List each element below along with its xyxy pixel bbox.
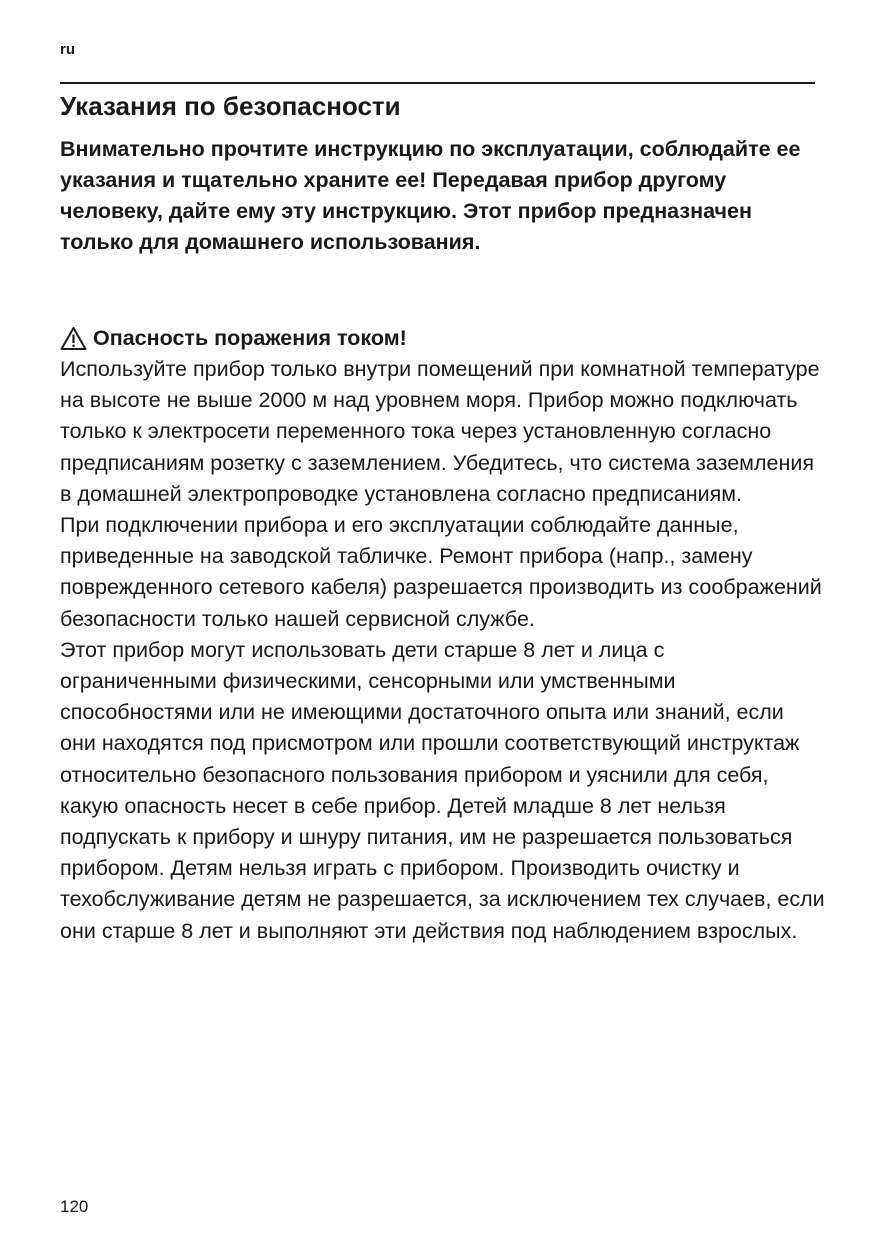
warning-triangle-icon xyxy=(60,326,87,351)
header-divider xyxy=(60,82,815,84)
warning-body xyxy=(60,354,825,947)
paragraph-rating-plate-repair: При подключении прибора и его эксплуатации соблюдайте данные, приведенные на заводской табличке. Ремонт прибора (напр., замену поврежденного сетевого кабеля) разрешается производить из соображений безопасности только нашей сервисной службе. xyxy=(60,513,822,631)
intro-paragraph: Внимательно прочтите инструкцию по эксплуатации, соблюдайте ее указания и тщательно храните ее! Передавая прибор другому человеку, дайте ему эту инструкцию. Этот прибор предназначен только для домашнего использования. xyxy=(60,137,801,254)
paragraph-children-usage: Этот прибор могут использовать дети старше 8 лет и лица с ограниченными физическими, сенсорными или умственными способностями или не имеющими достаточного опыта или знаний, если они находятся под присмотром или прошли соответствующий инструктаж относительно безопасного пользования прибором и уяснили для себя, какую опасность несет в себе прибор. Детей младше 8 лет нельзя подпускать к прибору и шнуру питания, им не разрешается пользоваться прибором. Детям нельзя играть с прибором. Производить очистку и техобслуживание детям не разрешается, за исключением тех случаев, если они старше 8 лет и выполняют эти действия под наблюдением взрослых. xyxy=(60,637,825,943)
language-code: ru xyxy=(60,41,75,58)
section-title: Указания по безопасности xyxy=(60,91,401,121)
paragraph-electrical-connection: Используйте прибор только внутри помещений при комнатной температуре на высоте не выше 2000 м над уровнем моря. Прибор можно подключать только к электросети переменного тока через установленную согласно предписаниям розетку с заземлением. Убедитесь, что система заземления в домашней электропроводке установлена согласно предписаниям. xyxy=(60,357,820,506)
page-number: 120 xyxy=(60,1197,89,1216)
warning-heading-text: Опасность поражения током! xyxy=(93,326,407,350)
warning-heading xyxy=(60,323,820,354)
